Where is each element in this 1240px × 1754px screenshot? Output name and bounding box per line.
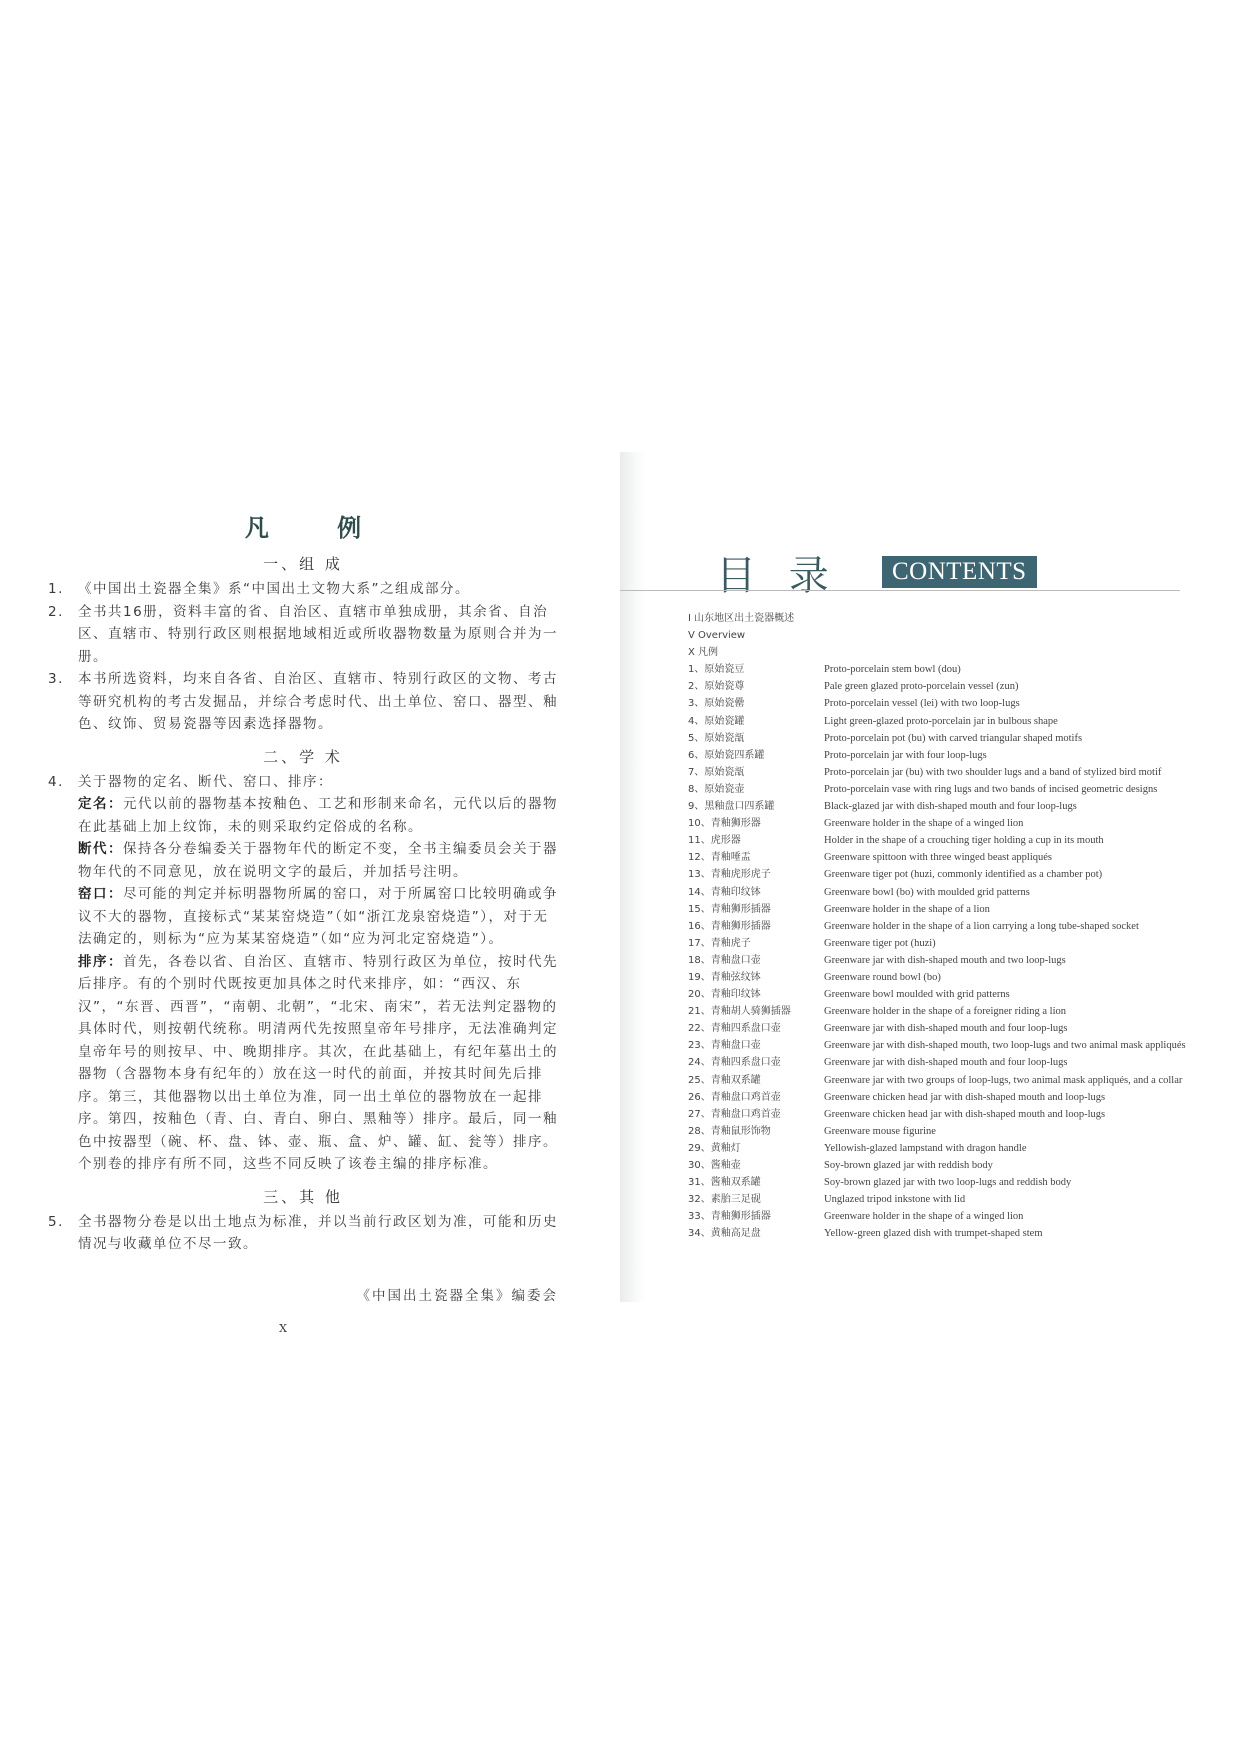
entry-cn: 27、青釉盘口鸡首壶 — [688, 1108, 781, 1120]
entry-cn: 28、青釉鼠形饰物 — [688, 1125, 771, 1137]
toc-entry[interactable] — [688, 815, 1178, 832]
item-text: 本书所选资料，均来自各省、自治区、直辖市、特别行政区的文物、考古等研究机构的考古发掘品，并综合考虑时代、出土单位、窑口、器型、釉色、纹饰、贸易瓷器等因素选择器物。 — [78, 671, 558, 732]
entry-cn: 8、原始瓷壶 — [688, 783, 745, 795]
toc-entry[interactable] — [688, 764, 1178, 781]
entry-en: Proto-porcelain jar (bu) with two shoulder lugs and a band of stylized bird motif — [824, 766, 1162, 778]
list-item — [48, 601, 558, 669]
entry-en: Greenware holder in the shape of a foreigner riding a lion — [824, 1006, 1066, 1018]
sub-label: 断代： — [78, 841, 123, 857]
item-number: 1. — [48, 581, 64, 597]
contents-title-en: CONTENTS — [882, 556, 1037, 588]
sub-label: 窑口： — [78, 886, 123, 902]
entry-en: Greenware jar with dish-shaped mouth, two loop-lugs and two animal mask appliqués — [824, 1040, 1186, 1052]
entry-en: Unglazed tripod inkstone with lid — [824, 1194, 966, 1206]
page-title: 凡 例 — [244, 513, 392, 542]
entry-en: Proto-porcelain vessel (lei) with two loop-lugs — [824, 698, 1020, 710]
entry-en: Greenware jar with two groups of loop-lugs, two animal mask appliqués, and a collar — [824, 1074, 1183, 1086]
entry-en: Greenware chicken head jar with dish-shaped mouth and loop-lugs — [824, 1108, 1106, 1120]
toc-entry[interactable] — [688, 1037, 1186, 1054]
toc-entry[interactable] — [688, 1208, 1178, 1225]
toc-entry[interactable] — [688, 1020, 1178, 1037]
entry-cn: 1、原始瓷豆 — [688, 664, 745, 676]
item-text: 《中国出土瓷器全集》系“中国出土文物大系”之组成部分。 — [78, 581, 470, 597]
toc-entry[interactable] — [688, 1123, 1178, 1140]
entry-en: Greenware holder in the shape of a lion — [824, 903, 990, 915]
toc-entry[interactable] — [688, 986, 1178, 1003]
entry-cn: 14、青釉印纹钵 — [688, 886, 761, 898]
toc-entry[interactable] — [688, 1191, 1178, 1208]
toc-entry[interactable] — [688, 935, 1178, 952]
right-page-contents — [620, 452, 1186, 1302]
entry-en: Greenware tiger pot (huzi, commonly identified as a chamber pot) — [824, 869, 1103, 881]
entry-cn: 5、原始瓷瓿 — [688, 732, 745, 744]
entry-en: Greenware bowl (bo) with moulded grid patterns — [824, 886, 1030, 898]
entry-en: Greenware round bowl (bo) — [824, 971, 941, 983]
entry-en: Greenware jar with dish-shaped mouth and two loop-lugs — [824, 954, 1066, 966]
entry-cn: 19、青釉弦纹钵 — [688, 971, 761, 983]
toc-entry[interactable] — [688, 866, 1178, 883]
toc-entry[interactable] — [688, 1140, 1178, 1157]
entry-cn: 7、原始瓷瓿 — [688, 766, 745, 778]
entry-cn: 3、原始瓷罍 — [688, 698, 745, 710]
toc-list — [688, 610, 1186, 1242]
list-item — [48, 771, 558, 1176]
entry-en: Proto-porcelain pot (bu) with carved triangular shaped motifs — [824, 732, 1083, 744]
toc-entry[interactable] — [688, 747, 1178, 764]
item-text: 关于器物的定名、断代、窑口、排序： — [78, 773, 333, 790]
entry-en: Greenware jar with dish-shaped mouth and four loop-lugs — [824, 1023, 1068, 1035]
toc-entry[interactable] — [688, 1157, 1178, 1174]
item-number: 3. — [48, 671, 64, 687]
contents-title-cn: 目 录 — [716, 553, 839, 599]
entry-en: Greenware holder in the shape of a lion carrying a long tube-shaped socket — [824, 920, 1139, 932]
entry-cn: 6、原始瓷四系罐 — [688, 749, 765, 761]
item-text: 全书共16册，资料丰富的省、自治区、直辖市单独成册，其余省、自治区、直辖市、特别行政区则根据地域相近或所收器物数量为原则合并为一册。 — [78, 603, 558, 665]
toc-entry[interactable] — [688, 1225, 1178, 1242]
signature: 《中国出土瓷器全集》编委会 — [356, 1287, 558, 1304]
sub-item — [78, 883, 558, 951]
toc-front-item[interactable]: X 凡例 — [688, 647, 719, 659]
entry-en: Greenware spittoon with three winged beast appliqués — [824, 852, 1053, 864]
entry-cn: 24、青釉四系盘口壶 — [688, 1057, 781, 1069]
entry-cn: 33、青釉狮形插器 — [688, 1211, 771, 1223]
toc-entry[interactable] — [688, 1174, 1178, 1191]
toc-entry[interactable] — [688, 884, 1178, 901]
toc-front-item[interactable]: I 山东地区出土瓷器概述 — [688, 613, 795, 624]
toc-entry[interactable] — [688, 798, 1178, 815]
entry-cn: 31、酱釉双系罐 — [688, 1177, 761, 1189]
entry-en: Greenware jar with dish-shaped mouth and four loop-lugs — [824, 1057, 1068, 1069]
entry-cn: 2、原始瓷尊 — [688, 681, 745, 693]
entry-cn: 18、青釉盘口壶 — [688, 954, 761, 966]
entry-cn: 23、青釉盘口壶 — [688, 1040, 761, 1052]
sub-text: 保持各分卷编委关于器物年代的断定不变，全书主编委员会关于器物年代的不同意见，放在说明文字的最后，并加括号注明。 — [78, 841, 558, 880]
entry-cn: 4、原始瓷罐 — [688, 715, 745, 727]
entry-cn: 20、青釉印纹钵 — [688, 989, 761, 1001]
entry-cn: 22、青釉四系盘口壶 — [688, 1023, 781, 1035]
entry-en: Soy-brown glazed jar with reddish body — [824, 1160, 993, 1171]
toc-entry[interactable] — [688, 678, 1178, 695]
entry-en: Greenware bowl moulded with grid patterns — [824, 989, 1010, 1001]
toc-entry[interactable] — [688, 952, 1178, 969]
toc-entry[interactable] — [688, 1106, 1178, 1123]
entry-en: Light green-glazed proto-porcelain jar in bulbous shape — [824, 715, 1058, 727]
left-page-fanli — [48, 508, 558, 1335]
sub-text: 元代以前的器物基本按釉色、工艺和形制来命名，元代以后的器物在此基础上加上纹饰，未的则采取约定俗成的名称。 — [78, 796, 558, 835]
entry-cn: 17、青釉虎子 — [688, 937, 751, 949]
entry-cn: 25、青釉双系罐 — [688, 1074, 761, 1086]
toc-entry[interactable] — [688, 781, 1178, 798]
toc-entry[interactable] — [688, 1072, 1183, 1089]
entry-cn: 30、酱釉壶 — [688, 1160, 741, 1171]
toc-front-item[interactable]: V Overview — [688, 630, 746, 642]
toc-entry[interactable] — [688, 901, 1178, 918]
entry-cn: 26、青釉盘口鸡首壶 — [688, 1091, 781, 1103]
toc-entry[interactable] — [688, 832, 1178, 849]
entry-cn: 9、黑釉盘口四系罐 — [688, 801, 775, 813]
section-heading: 一、组 成 — [263, 555, 343, 573]
entry-en: Soy-brown glazed jar with two loop-lugs and reddish body — [824, 1177, 1072, 1189]
divider — [620, 590, 1180, 591]
item-number: 2. — [48, 603, 64, 620]
entry-cn: 13、青釉虎形虎子 — [688, 869, 771, 881]
entry-cn: 29、黄釉灯 — [688, 1142, 741, 1154]
entry-cn: 34、黄釉高足盘 — [688, 1228, 761, 1240]
toc-entry[interactable] — [688, 713, 1178, 730]
entry-en: Proto-porcelain jar with four loop-lugs — [824, 749, 987, 761]
sub-text: 首先，各卷以省、自治区、直辖市、特别行政区为单位，按时代先后排序。有的个别时代既按更加具体之时代来排序，如：“西汉、东汉”，“东晋、西晋”，“南朝、北朝”，“北宋、南宋”，若无法判定器物的具体时代，则按朝代统称。明清两代先按照皇帝年号排序，无法准确判定皇帝年号的则按早、中、晚期排序。其次，在此基础上，有纪年墓出土的器物（含器物本身有纪年的）放在这一时代的前面，并按其时间先后排序。第三，其他器物以出土单位为准，同一出土单位的器物放在一起排序。第四，按釉色（青、白、青白、卵白、黑釉等）排序。最后，同一釉色中按器型（碗、杯、盘、钵、壶、瓶、盒、炉、罐、缸、瓮等）排序。个别卷的排序有所不同，这些不同反映了该卷主编的排序标准。 — [78, 953, 558, 1172]
item-number: 5. — [48, 1213, 64, 1230]
section-heading: 二、学 术 — [263, 747, 343, 766]
entry-en: Pale green glazed proto-porcelain vessel (zun) — [824, 681, 1019, 693]
sub-label: 定名： — [78, 796, 123, 812]
sub-item — [78, 793, 558, 838]
toc-entry[interactable] — [688, 849, 1178, 866]
entry-en: Greenware mouse figurine — [824, 1125, 936, 1137]
toc-entry[interactable] — [688, 918, 1178, 935]
entry-en: Holder in the shape of a crouching tiger holding a cup in its mouth — [824, 835, 1104, 847]
sub-item — [78, 951, 558, 1176]
toc-entry[interactable] — [688, 730, 1178, 747]
item-number: 4. — [48, 773, 64, 790]
page-number: X — [279, 1321, 287, 1335]
section-heading: 三、其 他 — [263, 1187, 343, 1206]
toc-entry[interactable] — [688, 1003, 1178, 1020]
entry-en: Greenware holder in the shape of a winged lion — [824, 1211, 1024, 1223]
entry-cn: 16、青釉狮形插器 — [688, 920, 771, 932]
entry-cn: 11、虎形器 — [688, 835, 741, 847]
entry-en: Greenware tiger pot (huzi) — [824, 937, 936, 949]
toc-entry[interactable] — [688, 661, 1178, 678]
entry-en: Greenware holder in the shape of a winged lion — [824, 818, 1024, 830]
toc-entry[interactable] — [688, 695, 1178, 712]
toc-entry[interactable] — [688, 969, 1178, 986]
entry-en: Proto-porcelain stem bowl (dou) — [824, 664, 961, 676]
sub-label: 排序： — [78, 953, 123, 970]
item-text: 全书器物分卷是以出土地点为标准，并以当前行政区划为准，可能和历史情况与收藏单位不尽一致。 — [78, 1213, 558, 1252]
list-item — [48, 668, 558, 736]
entry-cn: 15、青釉狮形插器 — [688, 903, 771, 915]
entry-en: Yellowish-glazed lampstand with dragon handle — [824, 1142, 1027, 1154]
entry-en: Greenware chicken head jar with dish-shaped mouth and loop-lugs — [824, 1091, 1106, 1103]
entry-en: Black-glazed jar with dish-shaped mouth and four loop-lugs — [824, 801, 1077, 813]
list-item — [48, 578, 558, 601]
sub-item — [78, 838, 558, 883]
list-item — [48, 1211, 558, 1256]
sub-text: 尽可能的判定并标明器物所属的窑口，对于所属窑口比较明确或争议不大的器物，直接标式“某某窑烧造”（如“浙江龙泉窑烧造”），对于无法确定的，则标为“应为某某窑烧造”（如“应为河北定窑烧造”）。 — [78, 886, 558, 947]
entry-cn: 21、青釉胡人骑狮插器 — [688, 1006, 791, 1018]
entry-cn: 32、素胎三足砚 — [688, 1194, 761, 1206]
toc-entry[interactable] — [688, 1054, 1178, 1071]
entry-en: Proto-porcelain vase with ring lugs and two bands of incised geometric designs — [824, 783, 1158, 795]
entry-cn: 12、青釉唾盂 — [688, 852, 751, 864]
toc-entry[interactable] — [688, 1089, 1178, 1106]
entry-en: Yellow-green glazed dish with trumpet-shaped stem — [824, 1228, 1043, 1240]
entry-cn: 10、青釉狮形器 — [688, 818, 761, 830]
